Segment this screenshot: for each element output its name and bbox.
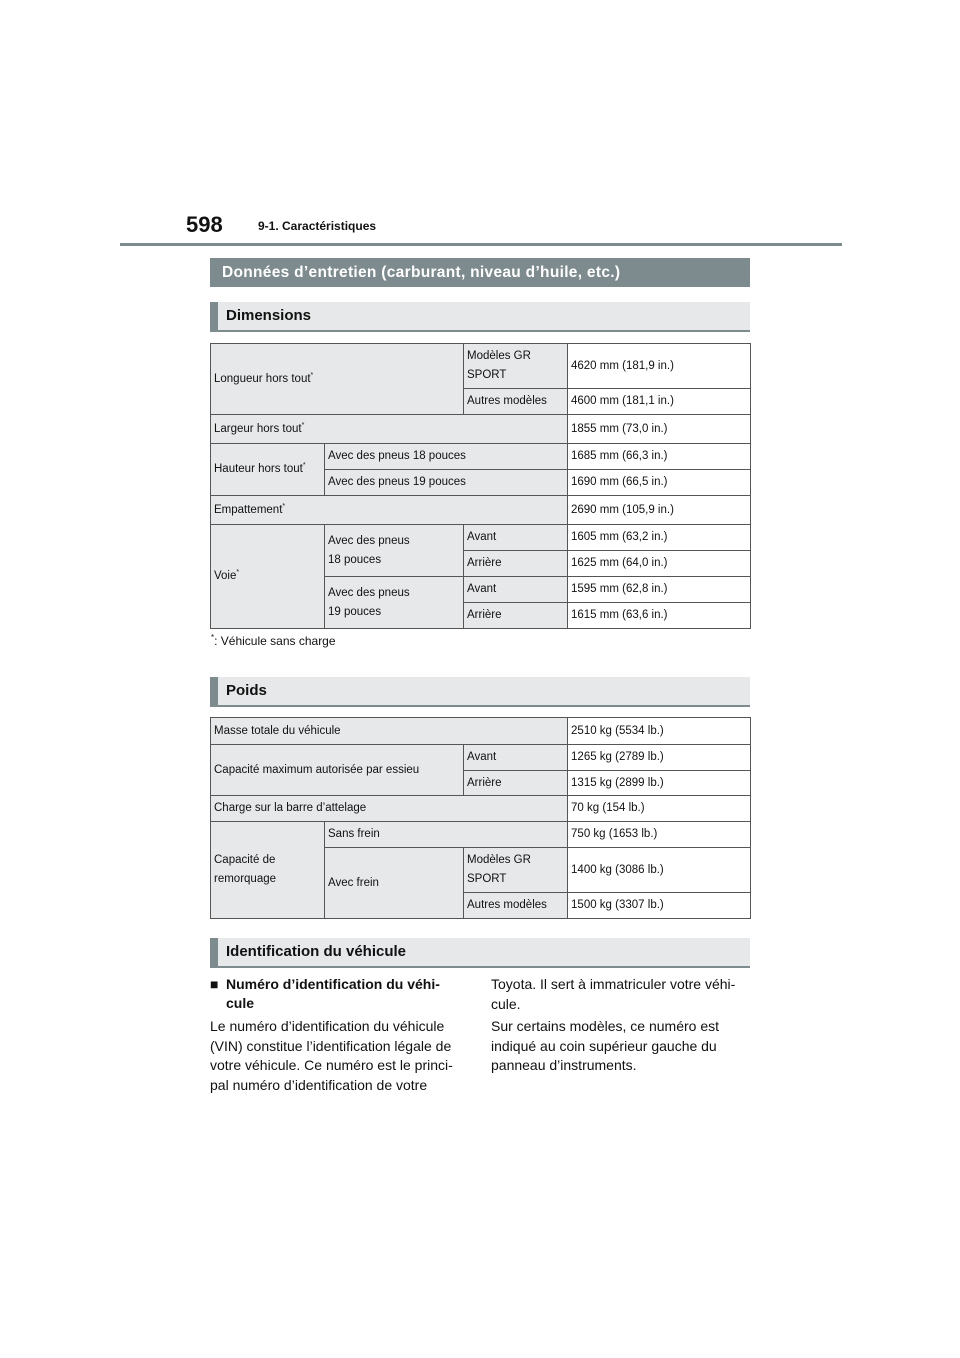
axle-rear-value: 1315 kg (2899 lb.) bbox=[568, 771, 751, 796]
vin-subheading: ■ Numéro d’identification du véhi- cule bbox=[210, 976, 440, 1011]
track19-rear-value: 1615 mm (63,6 in.) bbox=[568, 603, 751, 629]
header-rule bbox=[120, 243, 842, 246]
length-label: Longueur hors tout* bbox=[211, 344, 464, 415]
width-value: 1855 mm (73,0 in.) bbox=[568, 415, 751, 444]
table-row bbox=[211, 525, 751, 551]
dimensions-table bbox=[210, 343, 751, 629]
axle-capacity-label: Capacité maximum autorisée par essieu bbox=[211, 745, 464, 796]
track18-rear-label: Arrière bbox=[464, 551, 568, 577]
page-title: Données d’entretien (carburant, niveau d’huile, etc.) bbox=[210, 258, 750, 287]
wheelbase-value: 2690 mm (105,9 in.) bbox=[568, 496, 751, 525]
gr-sport-length: 4620 mm (181,9 in.) bbox=[568, 344, 751, 389]
towing-other-models-label: Autres modèles bbox=[464, 893, 568, 919]
weight-table bbox=[210, 717, 751, 919]
track18-label: Avec des pneus 18 pouces bbox=[325, 525, 464, 577]
towing-other-models-value: 1500 kg (3307 lb.) bbox=[568, 893, 751, 919]
wheelbase-label: Empattement* bbox=[211, 496, 568, 525]
towing-gr-sport-label: Modèles GR SPORT bbox=[464, 848, 568, 893]
tow-bar-value: 70 kg (154 lb.) bbox=[568, 796, 751, 822]
weight-heading: Poids bbox=[210, 677, 750, 707]
footnote: *: Véhicule sans charge bbox=[211, 633, 336, 648]
tires19-label: Avec des pneus 19 pouces bbox=[325, 470, 568, 496]
table-row bbox=[211, 796, 751, 822]
gross-weight-value: 2510 kg (5534 lb.) bbox=[568, 718, 751, 745]
vin-paragraph-right-2: Sur certains modèles, ce numéro est indiqué au coin supérieur gauche du panneau d’instruments. bbox=[491, 1018, 719, 1073]
page-number: 598 bbox=[186, 212, 223, 237]
axle-front-label: Avant bbox=[464, 745, 568, 771]
tires18-height: 1685 mm (66,3 in.) bbox=[568, 444, 751, 470]
dimensions-heading: Dimensions bbox=[210, 302, 750, 332]
width-label: Largeur hors tout* bbox=[211, 415, 568, 444]
towing-gr-sport-value: 1400 kg (3086 lb.) bbox=[568, 848, 751, 893]
table-row bbox=[211, 444, 751, 470]
table-row bbox=[211, 415, 751, 444]
tires18-label: Avec des pneus 18 pouces bbox=[325, 444, 568, 470]
track18-rear-value: 1625 mm (64,0 in.) bbox=[568, 551, 751, 577]
other-models-label: Autres modèles bbox=[464, 389, 568, 415]
tow-bar-label: Charge sur la barre d’attelage bbox=[211, 796, 568, 822]
track19-front-value: 1595 mm (62,8 in.) bbox=[568, 577, 751, 603]
table-row bbox=[211, 718, 751, 745]
with-brake-label: Avec frein bbox=[325, 848, 464, 919]
square-bullet-icon: ■ bbox=[210, 976, 219, 992]
track18-front-value: 1605 mm (63,2 in.) bbox=[568, 525, 751, 551]
vin-paragraph-left: Le numéro d’identification du véhicule (VIN) constitue l’identification légale de votre véhicule. Ce numéro est le princi- pal numéro d’identification de votre bbox=[210, 1018, 453, 1093]
identification-heading: Identification du véhicule bbox=[210, 938, 750, 968]
tires19-height: 1690 mm (66,5 in.) bbox=[568, 470, 751, 496]
track-label: Voie* bbox=[211, 525, 325, 629]
section-label: 9-1. Caractéristiques bbox=[258, 219, 377, 233]
table-row bbox=[211, 496, 751, 525]
table-row bbox=[211, 822, 751, 848]
no-brake-value: 750 kg (1653 lb.) bbox=[568, 822, 751, 848]
axle-rear-label: Arrière bbox=[464, 771, 568, 796]
table-row bbox=[211, 745, 751, 771]
axle-front-value: 1265 kg (2789 lb.) bbox=[568, 745, 751, 771]
vin-paragraph-right-1: Toyota. Il sert à immatriculer votre véhi- cule. bbox=[491, 976, 736, 1012]
track19-rear-label: Arrière bbox=[464, 603, 568, 629]
table-row bbox=[211, 344, 751, 389]
no-brake-label: Sans frein bbox=[325, 822, 568, 848]
height-label: Hauteur hors tout* bbox=[211, 444, 325, 496]
towing-capacity-label: Capacité de remorquage bbox=[211, 822, 325, 919]
track19-front-label: Avant bbox=[464, 577, 568, 603]
track18-front-label: Avant bbox=[464, 525, 568, 551]
other-models-length: 4600 mm (181,1 in.) bbox=[568, 389, 751, 415]
gr-sport-label: Modèles GR SPORT bbox=[464, 344, 568, 389]
gross-weight-label: Masse totale du véhicule bbox=[211, 718, 568, 745]
track19-label: Avec des pneus 19 pouces bbox=[325, 577, 464, 629]
